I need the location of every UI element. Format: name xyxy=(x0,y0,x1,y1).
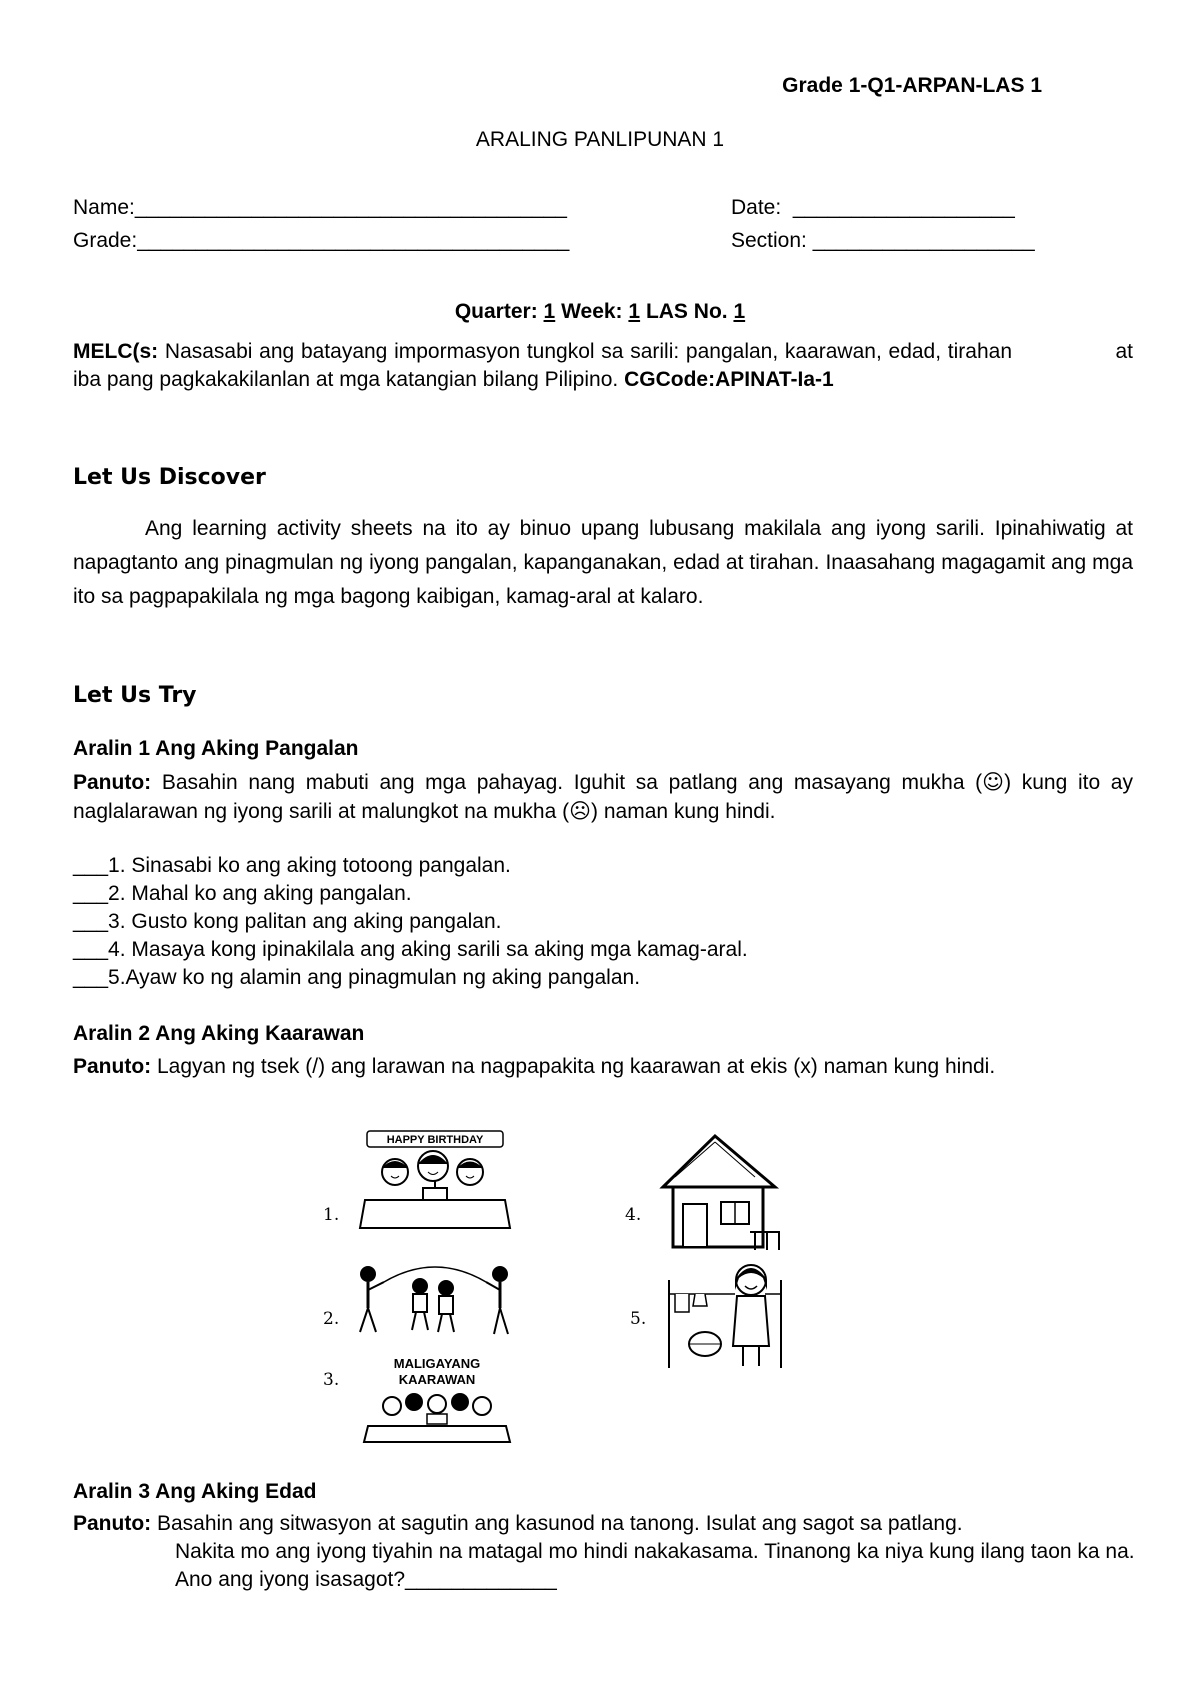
instruction-text: ) naman kung hindi. xyxy=(591,800,776,823)
date-label: Date: xyxy=(731,196,782,219)
happy-face-icon: ☺ xyxy=(982,770,1005,794)
aralin-2-instruction xyxy=(73,1053,1133,1081)
quarter-value: 1 xyxy=(543,300,556,323)
las-value: 1 xyxy=(733,300,746,323)
aralin-1-title: Aralin 1 Ang Aking Pangalan xyxy=(73,737,359,760)
picture-number: 4. xyxy=(625,1205,642,1225)
list-item[interactable]: ___3. Gusto kong palitan ang aking pangalan. xyxy=(73,910,502,933)
picture-number: 1. xyxy=(323,1205,340,1225)
grade-field xyxy=(73,229,569,253)
week-label: Week: xyxy=(561,300,623,323)
section-field xyxy=(731,229,1035,253)
aralin-3-title: Aralin 3 Ang Aking Edad xyxy=(73,1480,317,1503)
quarter-label: Quarter: xyxy=(454,300,538,323)
las-label: LAS No. xyxy=(645,300,728,323)
melc-text: Nasasabi ang batayang impormasyon tungkol sa sarili: pangalan, kaarawan, edad, tirahan xyxy=(164,340,1013,363)
grade-label: Grade: xyxy=(73,229,138,252)
birthday-party-icon[interactable] xyxy=(355,1128,515,1238)
list-item[interactable]: ___5.Ayaw ko ng alamin ang pinagmulan ng aking pangalan. xyxy=(73,966,641,989)
picture-caption: HAPPY BIRTHDAY xyxy=(386,1134,484,1146)
document-code: Grade 1-Q1-ARPAN-LAS 1 xyxy=(782,74,1042,97)
discover-paragraph: Ang learning activity sheets na ito ay binuo upang lubusang makilala ang iyong sarili. Ipinahiwatig at napagtanto ang pinagmulan ng iyong pangalan, kapanganakan, edad at tirahan. Inaasahang magagamit ang mga ito sa pagpapakilala ng mga bagong kaibigan, kamag-aral at kalaro. xyxy=(73,517,1133,608)
aralin-1-instruction xyxy=(73,768,1133,826)
list-item[interactable]: ___2. Mahal ko ang aking pangalan. xyxy=(73,882,412,905)
picture-number: 3. xyxy=(323,1370,340,1390)
name-label: Name: xyxy=(73,196,135,219)
week-value: 1 xyxy=(628,300,641,323)
melc-label: MELC(s: xyxy=(73,340,159,363)
melc-block xyxy=(73,338,1133,394)
name-field xyxy=(73,196,567,220)
aralin-3-instruction xyxy=(73,1510,1133,1538)
section-heading-try: Let Us Try xyxy=(73,683,197,708)
picture-number: 2. xyxy=(323,1309,340,1329)
instruction-text: Lagyan ng tsek (/) ang larawan na nagpapakita ng kaarawan at ekis (x) naman kung hindi. xyxy=(157,1055,996,1078)
jump-rope-children-icon[interactable] xyxy=(350,1262,520,1342)
section-blank[interactable]: ___________________ xyxy=(812,229,1035,252)
aralin-1-items xyxy=(73,852,748,992)
panuto-label: Panuto: xyxy=(73,771,152,794)
instruction-text: ) kung ito ay naglalarawan ng iyong sarili at malungkot na mukha ( xyxy=(73,771,1133,823)
panuto-label: Panuto: xyxy=(73,1512,152,1535)
date-blank[interactable]: ___________________ xyxy=(792,196,1015,219)
name-blank[interactable]: _____________________________________ xyxy=(134,196,567,219)
grade-blank[interactable]: _____________________________________ xyxy=(137,229,570,252)
picture-number: 5. xyxy=(630,1309,647,1329)
picture-caption: MALIGAYANG xyxy=(393,1356,481,1371)
section-label: Section: xyxy=(731,229,807,252)
panuto-label: Panuto: xyxy=(73,1055,152,1078)
aralin-2-title: Aralin 2 Ang Aking Kaarawan xyxy=(73,1022,365,1045)
instruction-text: Basahin ang sitwasyon at sagutin ang kasunod na tanong. Isulat ang sagot sa patlang. xyxy=(157,1512,963,1535)
house-icon[interactable] xyxy=(655,1132,785,1252)
melc-code: CGCode:APINAT-Ia-1 xyxy=(624,368,834,391)
section-heading-discover: Let Us Discover xyxy=(73,465,266,490)
aralin-3-situation[interactable]: Nakita mo ang iyong tiyahin na matagal mo hindi nakakasama. Tinanong ka niya kung ilang taon ka na. Ano ang iyong isasagot?_____________ xyxy=(175,1540,1135,1591)
birthday-group-icon[interactable] xyxy=(362,1354,512,1446)
instruction-text: Basahin nang mabuti ang mga pahayag. Iguhit sa patlang ang masayang mukha ( xyxy=(161,771,983,794)
laundry-girl-icon[interactable] xyxy=(665,1260,785,1370)
picture-caption: KAARAWAN xyxy=(398,1372,476,1387)
sad-face-icon: ☹ xyxy=(569,799,592,823)
subject-title: ARALING PANLIPUNAN 1 xyxy=(475,128,725,151)
list-item[interactable]: ___4. Masaya kong ipinakilala ang aking sarili sa aking mga kamag-aral. xyxy=(73,938,748,961)
list-item[interactable]: ___1. Sinasabi ko ang aking totoong pangalan. xyxy=(73,854,511,877)
melc-text-continued: at iba pang pagkakakilanlan at mga katangian bilang Pilipino. xyxy=(73,340,1133,391)
quarter-line xyxy=(0,300,1200,324)
date-field xyxy=(731,196,1015,220)
